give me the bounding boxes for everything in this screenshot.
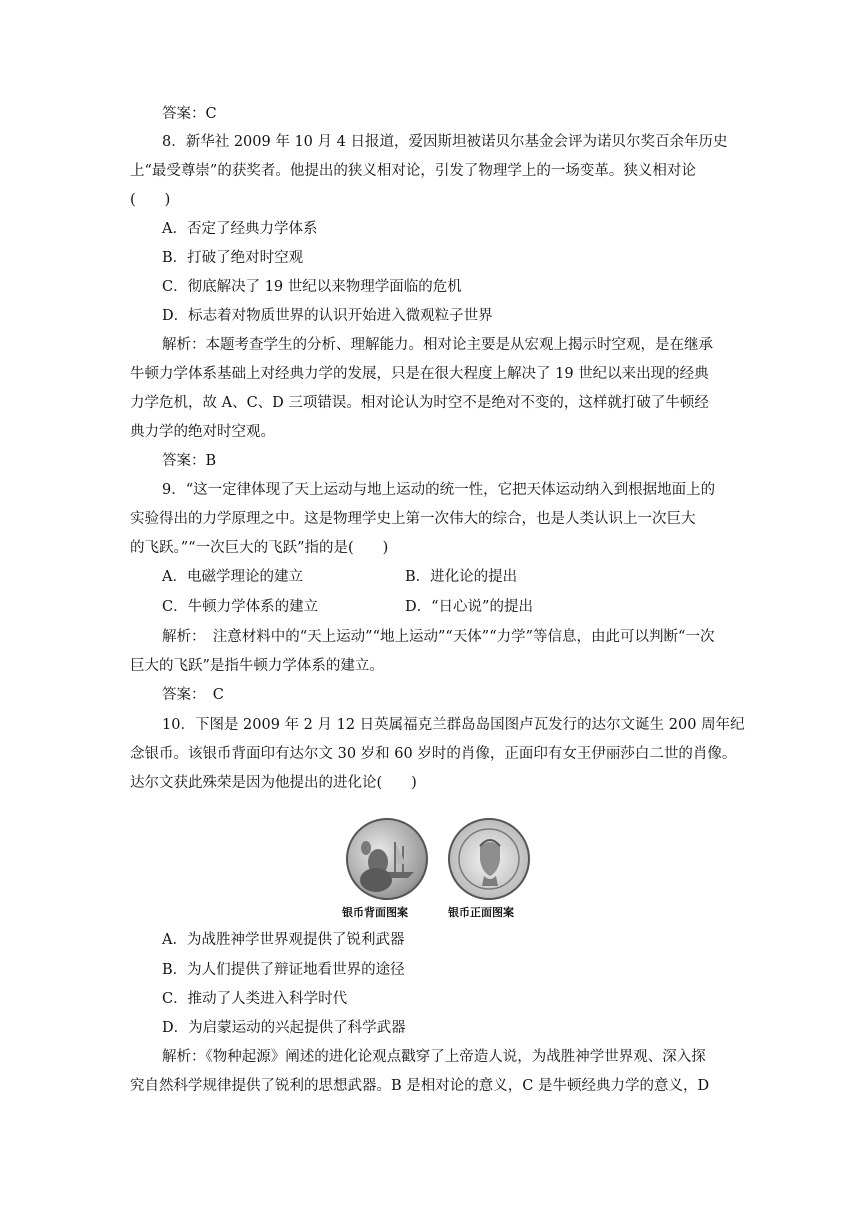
- coin-front-caption: 银币正面图案: [448, 906, 514, 919]
- q8-option-d: D．标志着对物质世界的认识开始进入微观粒子世界: [162, 308, 493, 324]
- q8-analysis-line-1: 解析：本题考查学生的分析、理解能力。相对论主要是从宏观上揭示时空观，是在继承: [162, 337, 713, 353]
- question-8-line-1: 8．新华社 2009 年 10 月 4 日报道，爱因斯坦被诺贝尔基金会评为诺贝尔奖百余年历史: [162, 134, 728, 150]
- answer-7: 答案：C: [162, 106, 217, 122]
- q8-analysis-line-4: 典力学的绝对时空观。: [130, 424, 275, 440]
- question-8-line-2: 上“最受尊崇”的获奖者。他提出的狭义相对论，引发了物理学上的一场变革。狭义相对论: [130, 163, 696, 179]
- darwin-portrait-coin-icon: [346, 818, 428, 900]
- coin-figure: [338, 818, 538, 922]
- q8-analysis-line-2: 牛顿力学体系基础上对经典力学的发展，只是在很大程度上解决了 19 世纪以来出现的经典: [130, 366, 709, 382]
- question-10-line-3: 达尔文获此殊荣是因为他提出的进化论( ): [130, 775, 417, 791]
- q10-analysis-line-1: 解析：《物种起源》阐述的进化论观点戳穿了上帝造人说，为战胜神学世界观、深入探: [162, 1049, 706, 1065]
- q10-option-b: B．为人们提供了辩证地看世界的途径: [162, 962, 405, 978]
- q10-option-a: A．为战胜神学世界观提供了锐利武器: [162, 932, 405, 948]
- question-9-line-2: 实验得出的力学原理之中。这是物理学史上第一次伟大的综合，也是人类认识上一次巨大: [130, 511, 696, 527]
- question-10-line-2: 念银币。该银币背面印有达尔文 30 岁和 60 岁时的肖像，正面印有女王伊丽莎白二世的肖像。: [130, 746, 737, 762]
- q10-option-c: C．推动了人类进入科学时代: [162, 991, 348, 1007]
- coin-back-caption: 银币背面图案: [342, 906, 408, 919]
- answer-8: 答案：B: [162, 453, 217, 469]
- q9-option-b: B．进化论的提出: [405, 569, 518, 585]
- question-9-line-3: 的飞跃。”“一次巨大的飞跃”指的是( ): [130, 540, 389, 556]
- q10-analysis-line-2: 究自然科学规律提供了锐利的思想武器。B 是相对论的意义，C 是牛顿经典力学的意义，D: [130, 1078, 710, 1094]
- q8-option-b: B．打破了绝对时空观: [162, 250, 304, 266]
- q9-analysis-line-2: 巨大的飞跃”是指牛顿力学体系的建立。: [130, 658, 384, 674]
- question-10-line-1: 10．下图是 2009 年 2 月 12 日英属福克兰群岛岛国图卢瓦发行的达尔文诞生 200 周年纪: [162, 717, 745, 733]
- q10-option-d: D．为启蒙运动的兴起提供了科学武器: [162, 1020, 406, 1036]
- queen-portrait-coin-icon: [448, 818, 530, 900]
- question-8-line-3: ( ): [130, 192, 171, 208]
- q9-option-c: C．牛顿力学体系的建立: [162, 599, 319, 615]
- q8-option-a: A．否定了经典力学体系: [162, 221, 318, 237]
- q9-option-d: D．“日心说”的提出: [405, 599, 533, 615]
- q8-option-c: C．彻底解决了 19 世纪以来物理学面临的危机: [162, 279, 462, 295]
- q9-option-a: A．电磁学理论的建立: [162, 569, 303, 585]
- q8-analysis-line-3: 力学危机，故 A、C、D 三项错误。相对论认为时空不是绝对不变的，这样就打破了牛顿经: [130, 395, 709, 411]
- question-9-line-1: 9．“这一定律体现了天上运动与地上运动的统一性，它把天体运动纳入到根据地面上的: [162, 482, 716, 498]
- q9-analysis-line-1: 解析： 注意材料中的“天上运动”“地上运动”“天体”“力学”等信息，由此可以判断“一次: [162, 629, 715, 645]
- answer-9: 答案： C: [162, 687, 224, 703]
